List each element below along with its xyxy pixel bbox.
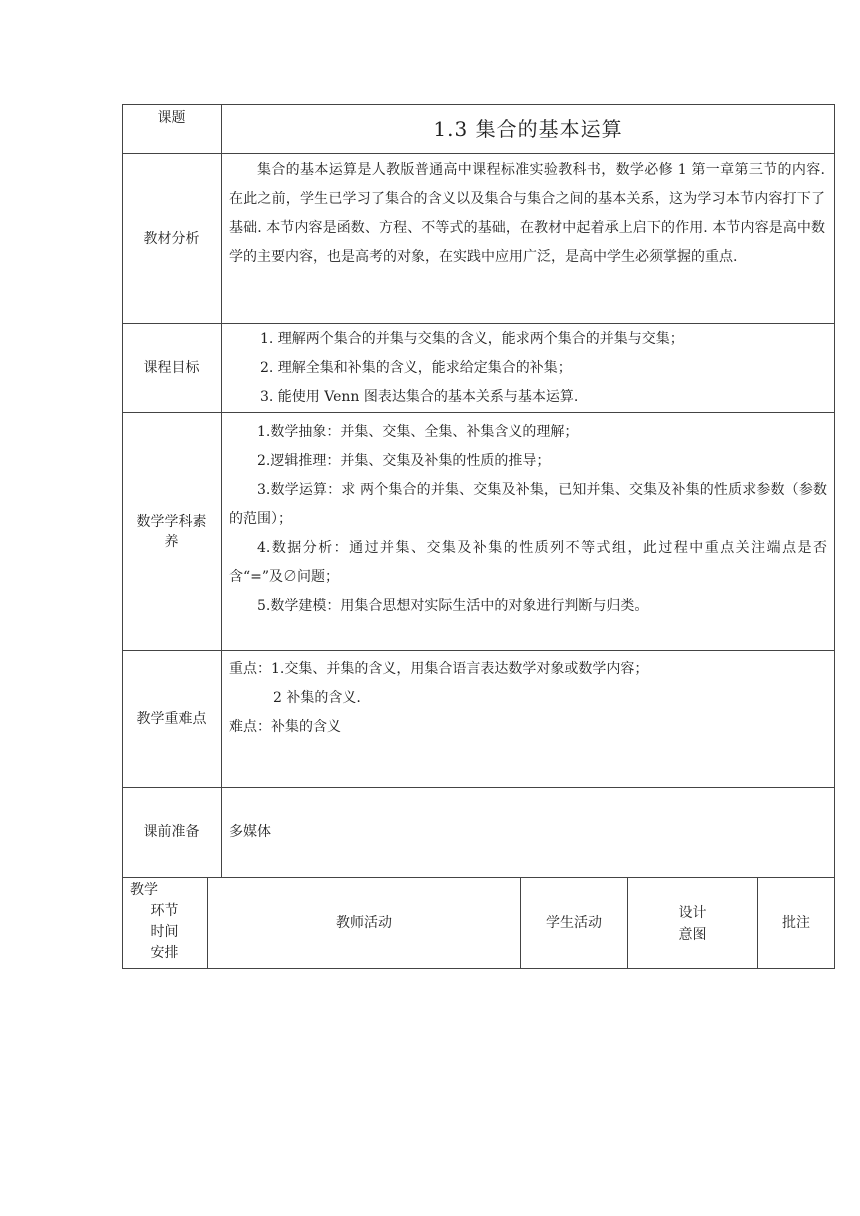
label-column-divider: [221, 104, 222, 878]
stage-header-line1: 教学: [130, 882, 158, 898]
lesson-title: 1.3 集合的基本运算: [433, 117, 623, 141]
analysis-paragraph: 集合的基本运算是人教版普通高中课程标准实验教科书，数学必修 1 第一章第三节的内容. 在此之前，学生已学习了集合的含义以及集合与集合之间的基本关系，这为学习本节内容打下了基础. 本节内容是函数、方程、不等式的基础，在教材中起着承上启下的作用. 本节内容是高中数学的主要内容，也是高考的对象，在实践中应用广泛，是高中学生必须掌握的重点.: [229, 162, 825, 265]
key-points-text: [229, 655, 825, 742]
row-divider-4: [122, 650, 835, 651]
literacy-label-line1: 数学学科素: [136, 514, 207, 530]
literacy-item-2: 2.逻辑推理：并集、交集及补集的性质的推导；: [257, 453, 551, 469]
preparation-label: 课前准备: [143, 824, 200, 840]
table-top-border: [122, 104, 835, 105]
goals-label: 课程目标: [143, 360, 200, 376]
row-divider-6: [122, 877, 835, 878]
key-points-line2: 2 补集的含义.: [273, 690, 361, 706]
key-points-label: 教学重难点: [136, 711, 207, 727]
stage-header-line3: 时间: [150, 924, 179, 940]
notes-header: 批注: [782, 915, 810, 931]
goal-item-1: 1. 理解两个集合的并集与交集的含义，能求两个集合的并集与交集；: [260, 331, 684, 347]
table-right-border: [834, 104, 835, 969]
table-bottom-border: [122, 968, 835, 969]
goals-list: [224, 325, 824, 412]
goal-item-2: 2. 理解全集和补集的含义，能求给定集合的补集；: [260, 360, 572, 376]
preparation-value: 多媒体: [229, 824, 271, 840]
goal-item-3: 3. 能使用 Venn 图表达集合的基本关系与基本运算.: [260, 389, 579, 405]
stage-time-header: [122, 880, 207, 964]
stage-header-line2: 环节: [150, 903, 179, 919]
row-divider-1: [122, 153, 835, 154]
stage-header-line4: 安排: [150, 945, 179, 961]
literacy-item-4: 4.数据分析：通过并集、交集及补集的性质列不等式组，此过程中重点关注端点是否含“=”及∅问题；: [229, 540, 827, 585]
literacy-item-5: 5.数学建模：用集合思想对实际生活中的对象进行判断与归类。: [257, 598, 649, 614]
teacher-activity-header: 教师活动: [336, 915, 392, 931]
literacy-item-1: 1.数学抽象：并集、交集、全集、补集含义的理解；: [257, 424, 579, 440]
design-intent-line1: 设计: [678, 905, 707, 921]
design-intent-line2: 意图: [678, 927, 707, 943]
literacy-text: [229, 418, 827, 621]
student-activity-header: 学生活动: [546, 915, 602, 931]
row-divider-3: [122, 412, 835, 413]
design-intent-header: [628, 902, 757, 946]
key-points-line1: 重点：1.交集、并集的含义，用集合语言表达数学对象或数学内容；: [229, 661, 649, 677]
literacy-item-3: 3.数学运算：求 两个集合的并集、交集及补集，已知并集、交集及补集的性质求参数（参数的范围）；: [229, 482, 827, 527]
literacy-label-line2: 养: [164, 534, 179, 550]
analysis-label: 教材分析: [143, 231, 200, 247]
difficult-points-line: 难点：补集的含义: [229, 719, 341, 735]
topic-label: 课题: [157, 110, 186, 126]
literacy-label: [122, 512, 221, 552]
analysis-text: [229, 156, 825, 272]
row-divider-2: [122, 323, 835, 324]
row-divider-5: [122, 787, 835, 788]
